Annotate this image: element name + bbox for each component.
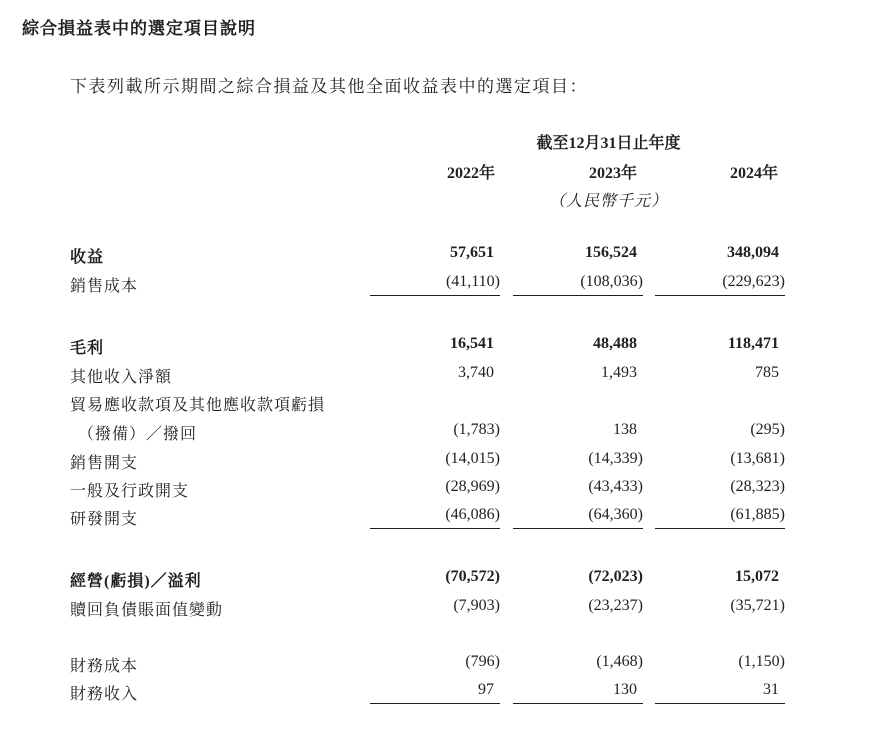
value-2023: 156,524 bbox=[585, 244, 637, 261]
value-2024: (295) bbox=[750, 421, 785, 438]
row-label: 贖回負債賬面值變動 bbox=[70, 602, 224, 619]
value-2022: (14,015) bbox=[445, 450, 500, 467]
subtotal-rule bbox=[513, 295, 643, 296]
value-2022: 97 bbox=[478, 681, 494, 698]
subtotal-rule bbox=[370, 528, 500, 529]
subtotal-rule bbox=[655, 528, 785, 529]
table-row-other-income bbox=[0, 364, 883, 390]
subtotal-rule bbox=[370, 703, 500, 704]
value-2024: 348,094 bbox=[727, 244, 779, 261]
value-2024: (28,323) bbox=[730, 478, 785, 495]
table-row-finance-costs bbox=[0, 653, 883, 679]
value-2023: 48,488 bbox=[593, 335, 637, 352]
value-2024: 31 bbox=[763, 681, 779, 698]
table-row-impairment bbox=[0, 421, 883, 447]
subtotal-rule bbox=[513, 703, 643, 704]
value-2023: (23,237) bbox=[588, 597, 643, 614]
value-2023: 1,493 bbox=[601, 364, 637, 381]
row-label: 財務成本 bbox=[70, 658, 139, 675]
table-row-admin-expenses bbox=[0, 478, 883, 504]
subtotal-rule bbox=[370, 295, 500, 296]
row-label: 一般及行政開支 bbox=[70, 483, 190, 500]
row-label: 毛利 bbox=[70, 340, 105, 357]
value-2022: (1,783) bbox=[453, 421, 500, 438]
value-2024: (1,150) bbox=[738, 653, 785, 670]
value-2023: (43,433) bbox=[588, 478, 643, 495]
unit-caption: （人民幣千元） bbox=[548, 193, 668, 210]
table-row-revenue bbox=[0, 244, 883, 270]
row-label: 銷售成本 bbox=[70, 278, 139, 295]
section-title: 綜合損益表中的選定項目說明 bbox=[22, 19, 256, 38]
value-2023: 138 bbox=[613, 421, 637, 438]
value-2022: (28,969) bbox=[445, 478, 500, 495]
table-row-gross-profit bbox=[0, 335, 883, 361]
value-2024: (229,623) bbox=[722, 273, 785, 290]
subtotal-rule bbox=[513, 528, 643, 529]
value-2023: (1,468) bbox=[596, 653, 643, 670]
table-row-redemption-liability bbox=[0, 597, 883, 623]
year-header-2023: 2023年 bbox=[588, 165, 637, 182]
value-2023: (108,036) bbox=[580, 273, 643, 290]
value-2022: (70,572) bbox=[445, 568, 500, 585]
table-row-operating-result bbox=[0, 568, 883, 594]
row-label: 經營(虧損)／溢利 bbox=[70, 573, 202, 590]
year-header-2022: 2022年 bbox=[446, 165, 495, 182]
value-2022: (796) bbox=[465, 653, 500, 670]
value-2023: (64,360) bbox=[588, 506, 643, 523]
value-2024: 15,072 bbox=[735, 568, 779, 585]
row-label: 財務收入 bbox=[70, 686, 139, 703]
value-2022: (41,110) bbox=[445, 273, 500, 290]
table-row-selling-expenses bbox=[0, 450, 883, 476]
subtotal-rule bbox=[655, 703, 785, 704]
value-2023: 130 bbox=[613, 681, 637, 698]
subtotal-rule bbox=[655, 295, 785, 296]
period-caption: 截至12月31日止年度 bbox=[536, 135, 681, 152]
row-label: 收益 bbox=[70, 249, 105, 266]
value-2022: (46,086) bbox=[445, 506, 500, 523]
value-2022: 57,651 bbox=[450, 244, 494, 261]
value-2022: (7,903) bbox=[453, 597, 500, 614]
intro-paragraph: 下表列載所示期間之綜合損益及其他全面收益表中的選定項目： bbox=[70, 77, 588, 96]
value-2024: 785 bbox=[755, 364, 779, 381]
row-label: 研發開支 bbox=[70, 511, 139, 528]
value-2022: 3,740 bbox=[458, 364, 494, 381]
value-2024: (35,721) bbox=[730, 597, 785, 614]
row-label: 其他收入淨額 bbox=[70, 369, 173, 386]
value-2022: 16,541 bbox=[450, 335, 494, 352]
value-2024: 118,471 bbox=[727, 335, 779, 352]
table-row-impairment-label bbox=[0, 392, 883, 418]
year-header-2024: 2024年 bbox=[729, 165, 778, 182]
value-2023: (14,339) bbox=[588, 450, 643, 467]
row-label: 貿易應收款項及其他應收款項虧損 bbox=[70, 397, 326, 414]
value-2024: (13,681) bbox=[730, 450, 785, 467]
value-2023: (72,023) bbox=[588, 568, 643, 585]
value-2024: (61,885) bbox=[730, 506, 785, 523]
row-label: （撥備）／撥回 bbox=[78, 426, 198, 443]
row-label: 銷售開支 bbox=[70, 455, 139, 472]
